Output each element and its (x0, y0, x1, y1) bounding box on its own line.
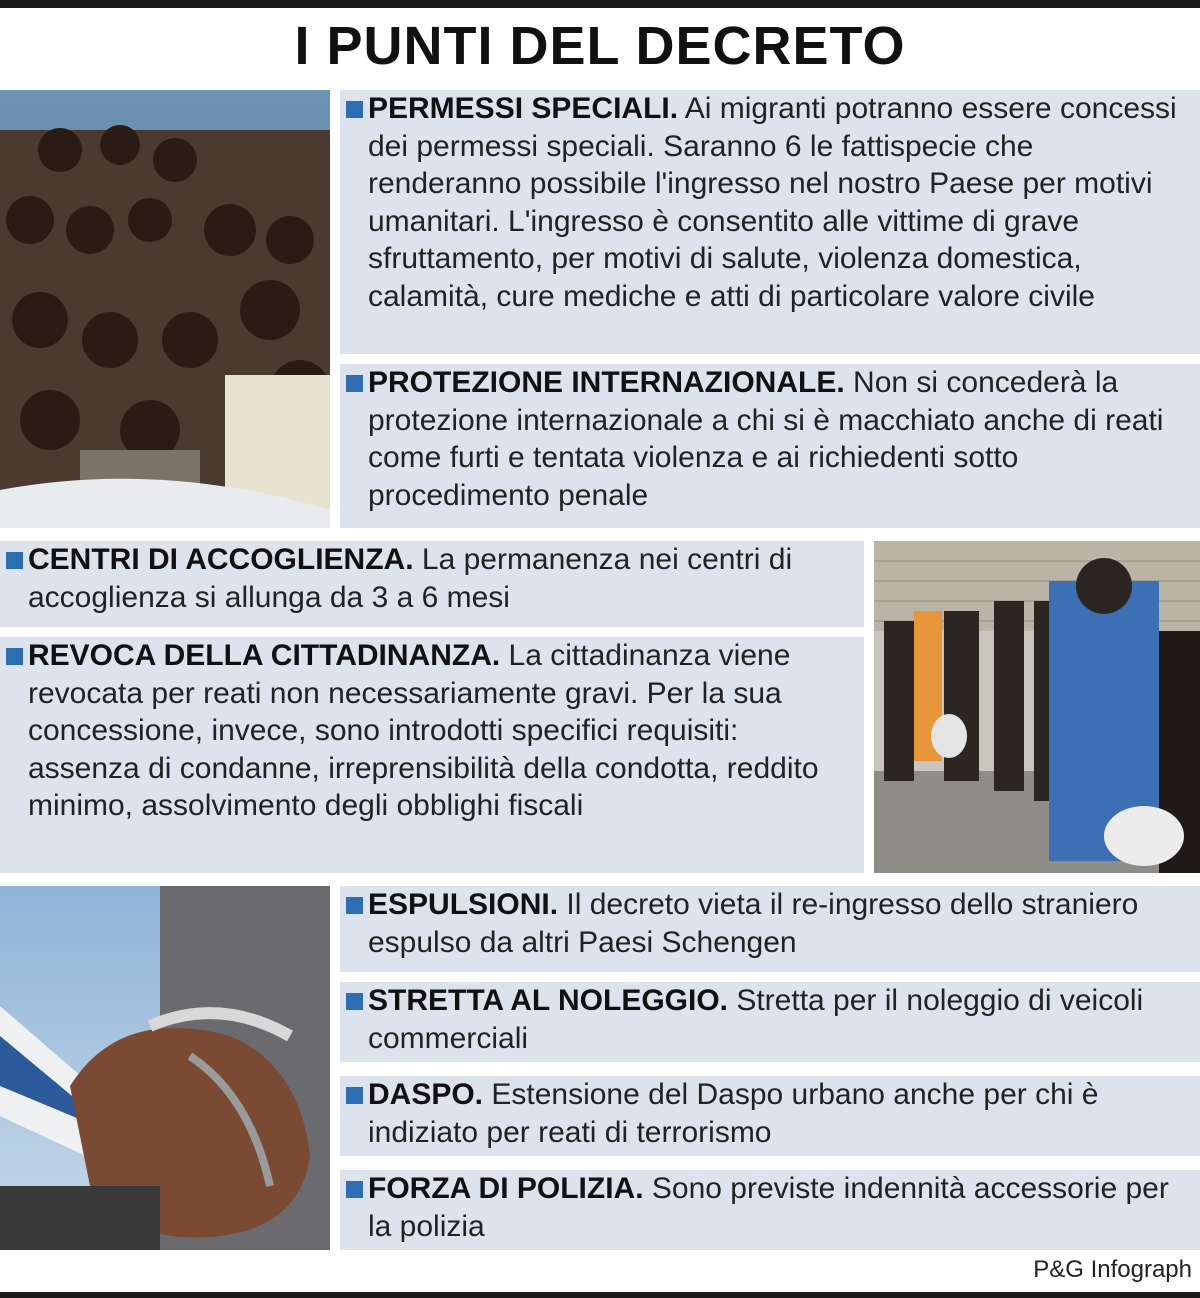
bullet-square-icon (346, 1181, 363, 1198)
section-text: Sono previste indennità accessorie per la polizia (368, 1172, 1169, 1243)
bullet-square-icon (346, 993, 363, 1010)
section-daspo (340, 1076, 1200, 1156)
bottom-rule (0, 1292, 1200, 1298)
section-text: La permanenza nei centri di accoglienza si allunga da 3 a 6 mesi (28, 543, 793, 614)
section-permessi-speciali (340, 90, 1200, 354)
section-revoca-cittadinanza (0, 637, 864, 873)
section-heading: DASPO. (368, 1078, 484, 1111)
bullet-square-icon (6, 552, 23, 569)
page-title: I PUNTI DEL DECRETO (294, 16, 906, 76)
section-text: Non si concederà la protezione internazionale a chi si è macchiato anche di reati come furti e tentata violenza e ai richiedenti sotto procedimento penale (368, 366, 1164, 512)
section-text: Il decreto vieta il re-ingresso dello straniero espulso da altri Paesi Schengen (368, 888, 1139, 959)
section-espulsioni (340, 886, 1200, 972)
bullet-square-icon (346, 897, 363, 914)
section-stretta-al-noleggio (340, 982, 1200, 1062)
section-text: Stretta per il noleggio di veicoli commerciali (368, 984, 1144, 1055)
section-text: La cittadinanza viene revocata per reati non necessariamente gravi. Per la sua concessione, invece, sono introdotti specifici requisiti: assenza di condanne, irreprensibilità della condotta, reddito minimo, assolvimento degli obblighi fiscali (28, 639, 819, 822)
section-heading: ESPULSIONI. (368, 888, 559, 921)
migrants-queue-photo (874, 541, 1200, 873)
section-heading: CENTRI DI ACCOGLIENZA. (28, 543, 414, 576)
handcuffs-photo (0, 886, 330, 1250)
section-heading: PERMESSI SPECIALI. (368, 92, 679, 125)
bullet-square-icon (346, 375, 363, 392)
section-text: Estensione del Daspo urbano anche per chi è indiziato per reati di terrorismo (368, 1078, 1099, 1149)
section-heading: REVOCA DELLA CITTADINANZA. (28, 639, 501, 672)
section-heading: FORZA DI POLIZIA. (368, 1172, 644, 1205)
section-protezione-internazionale (340, 364, 1200, 528)
section-text: Ai migranti potranno essere concessi dei permessi speciali. Saranno 6 le fattispecie che renderanno possibile l'ingresso nel nostro Paese per motivi umanitari. L'ingresso è consentito alle vittime di grave sfruttamento, per motivi di salute, violenza domestica, calamità, cure mediche e atti di particolare valore civile (368, 92, 1177, 313)
bullet-square-icon (346, 101, 363, 118)
bullet-square-icon (6, 648, 23, 665)
credit-label: P&G Infograph (1033, 1256, 1192, 1283)
migrants-crowd-photo (0, 90, 330, 528)
top-rule (0, 0, 1200, 8)
section-centri-di-accoglienza (0, 541, 864, 627)
section-heading: PROTEZIONE INTERNAZIONALE. (368, 366, 845, 399)
section-heading: STRETTA AL NOLEGGIO. (368, 984, 728, 1017)
bullet-square-icon (346, 1087, 363, 1104)
section-forza-di-polizia (340, 1170, 1200, 1250)
